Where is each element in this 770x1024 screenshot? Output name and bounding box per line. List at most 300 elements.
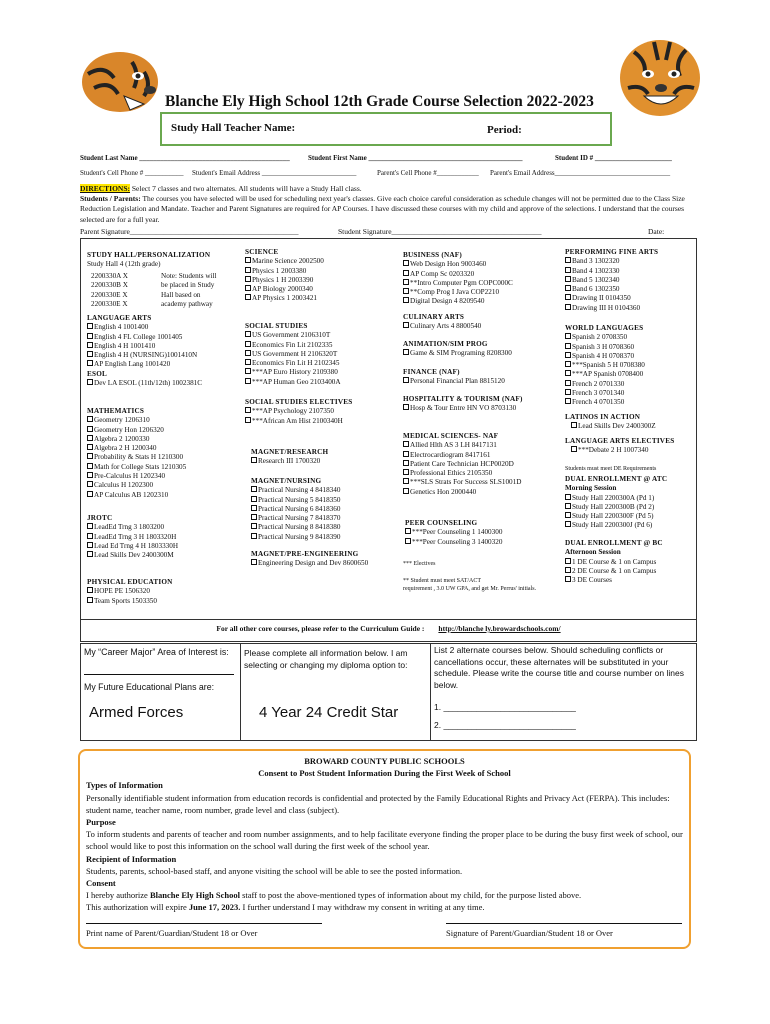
consent-text-part: I hereby authorize (86, 890, 150, 901)
checkbox[interactable] (87, 379, 93, 385)
course-label: US Government H 2106320T (252, 349, 338, 358)
checkbox[interactable] (565, 380, 571, 386)
course-item[interactable] (87, 360, 202, 369)
date-label: Date: (648, 227, 665, 236)
course-label: US Government 2106310T (252, 331, 331, 340)
student-id-field[interactable]: Student ID # ______________________ (555, 154, 672, 162)
social-studies-heading: SOCIAL STUDIES (245, 322, 308, 330)
checkbox[interactable] (405, 538, 411, 544)
course-item[interactable] (245, 378, 341, 387)
course-item[interactable] (565, 567, 663, 576)
checkbox[interactable] (251, 457, 257, 463)
parent-cell-field[interactable]: Parent's Cell Phone #____________ (377, 169, 479, 177)
course-label: Genetics Hon 2000440 (410, 487, 477, 496)
course-label: LeadEd Trng 3 H 1803320H (94, 532, 177, 541)
course-item[interactable] (565, 380, 645, 389)
pe-heading: PHYSICAL EDUCATION (87, 578, 173, 586)
course-item[interactable] (245, 341, 341, 350)
note-line: academy pathway (161, 299, 213, 308)
course-label: Practical Nursing 7 8418370 (258, 514, 341, 523)
career-line (84, 674, 234, 675)
checkbox[interactable] (565, 352, 571, 358)
business-section (403, 251, 513, 307)
checkbox[interactable] (251, 533, 257, 539)
parent-signature-line[interactable]: Parent Signature_____________________________________________ (80, 227, 299, 236)
course-label: ***SLS Strats For Success SLS1001D (410, 478, 522, 487)
checkbox[interactable] (403, 478, 409, 484)
checkbox[interactable] (87, 533, 93, 539)
course-label: ***AP Human Geo 2103400A (252, 377, 341, 386)
course-item[interactable] (403, 349, 512, 358)
course-item[interactable] (565, 512, 667, 521)
checkbox[interactable] (565, 512, 571, 518)
course-item[interactable] (403, 460, 521, 469)
checkbox[interactable] (245, 417, 251, 423)
checkbox[interactable] (245, 285, 251, 291)
checkbox[interactable] (403, 349, 409, 355)
checkbox[interactable] (87, 551, 93, 557)
course-item[interactable] (565, 257, 658, 266)
course-item[interactable] (87, 542, 178, 551)
course-item[interactable] (245, 267, 324, 276)
course-item[interactable] (565, 333, 645, 342)
recipient-text: Students, parents, school-based staff, and anyone visiting the school will be able to see the posted information. (86, 865, 463, 876)
de-note: Students must meet DE Requirements (565, 466, 657, 472)
consent-box (78, 749, 691, 949)
consent-heading: Consent (86, 878, 116, 889)
study-hall-note (161, 272, 217, 309)
checkbox[interactable] (251, 523, 257, 529)
course-label: Practical Nursing 8 8418380 (258, 523, 341, 532)
course-label: French 4 0701350 (572, 398, 625, 407)
course-item[interactable] (565, 294, 658, 303)
print-name-label: Print name of Parent/Guardian/Student 18 or Over (86, 928, 258, 938)
checkbox[interactable] (565, 257, 571, 263)
course-label: ***AP Spanish 0708400 (572, 370, 644, 379)
checkbox[interactable] (403, 279, 409, 285)
career-input[interactable]: Armed Forces (89, 704, 184, 721)
course-label: ***Peer Counseling 1 1400300 (412, 528, 503, 537)
sat-note (403, 577, 536, 593)
course-label: Spanish 3 H 0708360 (572, 342, 635, 351)
course-label: ***Spanish 5 H 0708380 (572, 361, 645, 370)
medical-section (403, 432, 521, 497)
animation-heading: ANIMATION/SIM PROG (403, 340, 488, 348)
fine-arts-heading: PERFORMING FINE ARTS (565, 248, 659, 256)
course-item[interactable] (565, 304, 658, 313)
course-item[interactable] (87, 435, 186, 444)
course-item[interactable] (403, 404, 523, 413)
magnet-research-section (251, 448, 328, 467)
curriculum-reference (80, 620, 697, 642)
course-label: Practical Nursing 6 8418360 (258, 504, 341, 513)
animation-section (403, 340, 512, 359)
science-section (245, 248, 324, 304)
course-item[interactable] (565, 343, 645, 352)
checkbox[interactable] (403, 288, 409, 294)
course-label: ***AP Euro History 2109380 (252, 368, 338, 377)
study-hall-code: 2200330B X (91, 281, 128, 290)
checkbox[interactable] (87, 360, 93, 366)
jrotc-heading: JROTC (87, 514, 113, 522)
checkbox[interactable] (403, 469, 409, 475)
course-item[interactable] (565, 267, 658, 276)
course-label: Study Hall 2200300J (Pd 6) (572, 521, 653, 530)
course-item[interactable] (565, 276, 658, 285)
course-item[interactable] (251, 505, 340, 514)
checkbox[interactable] (87, 416, 93, 422)
course-item[interactable] (565, 503, 667, 512)
course-item[interactable] (245, 285, 324, 294)
pe-section (87, 578, 173, 606)
checkbox[interactable] (565, 333, 571, 339)
course-label: Study Hall 2200300A (Pd 1) (572, 493, 655, 502)
course-item[interactable] (87, 416, 186, 425)
course-item[interactable] (87, 481, 186, 490)
checkbox[interactable] (251, 514, 257, 520)
course-item[interactable] (251, 496, 340, 505)
course-item[interactable] (87, 472, 186, 481)
de-atc-sub: Morning Session (565, 484, 617, 493)
course-item[interactable] (245, 276, 324, 285)
course-label: Probability & Stats H 1210300 (94, 453, 184, 462)
la-electives-heading: LANGUAGE ARTS ELECTIVES (565, 437, 675, 445)
world-languages-section (565, 324, 645, 408)
course-item[interactable] (245, 417, 352, 426)
checkbox[interactable] (571, 446, 577, 452)
course-item[interactable] (87, 551, 178, 560)
course-item[interactable] (565, 494, 667, 503)
checkbox[interactable] (245, 359, 251, 365)
checkbox[interactable] (251, 559, 257, 565)
checkbox[interactable] (403, 270, 409, 276)
jrotc-section (87, 514, 178, 560)
checkbox[interactable] (245, 378, 251, 384)
course-item[interactable] (403, 270, 513, 279)
checkbox[interactable] (565, 304, 571, 310)
checkbox[interactable] (565, 343, 571, 349)
course-item[interactable] (87, 333, 202, 342)
course-item[interactable] (87, 597, 173, 606)
checkbox[interactable] (87, 444, 93, 450)
checkbox[interactable] (87, 587, 93, 593)
checkbox[interactable] (405, 528, 411, 534)
course-label: Practical Nursing 5 8418350 (258, 495, 341, 504)
course-label: ***Peer Counseling 3 1400320 (412, 537, 503, 546)
course-item[interactable] (245, 368, 341, 377)
teacher-period-box (160, 112, 612, 146)
course-item[interactable] (245, 257, 324, 266)
checkbox[interactable] (87, 453, 93, 459)
checkbox[interactable] (251, 486, 257, 492)
checkbox[interactable] (403, 297, 409, 303)
course-item[interactable] (245, 350, 341, 359)
course-item[interactable] (87, 444, 186, 453)
course-label: French 2 0701330 (572, 379, 625, 388)
course-item[interactable] (403, 260, 513, 269)
directions-text: Select 7 classes and two alternates. All students will have a Study Hall class. (130, 184, 362, 193)
course-item[interactable] (403, 441, 521, 450)
course-label: Hosp & Tour Entre HN VO 8703130 (410, 404, 517, 413)
course-item[interactable] (403, 451, 521, 460)
course-item[interactable] (403, 279, 513, 288)
course-item[interactable] (565, 398, 645, 407)
checkbox[interactable] (565, 558, 571, 564)
checkbox[interactable] (565, 267, 571, 273)
course-item[interactable] (245, 407, 352, 416)
checkbox[interactable] (565, 276, 571, 282)
student-email-field[interactable]: Student's Email Address ___________________________ (192, 169, 357, 177)
course-item[interactable] (87, 342, 202, 351)
checkbox[interactable] (87, 333, 93, 339)
de-bc-sub: Afternoon Session (565, 548, 621, 557)
checkbox[interactable] (87, 523, 93, 529)
note-line: Note: Students will (161, 272, 217, 280)
bottom-section (80, 643, 697, 741)
study-hall-code: 2200330E X (91, 290, 128, 299)
alternate-line-1[interactable]: 1. ____________________________ (434, 702, 576, 712)
course-label: Band 5 1302340 (572, 275, 620, 284)
purpose-text: To inform students and parents of teacher and room number assignments, and to help facilitate everyone finding the proper place to be during the busy first week of school, our school would like to post this information on the school wall during the first week of the school year. (86, 829, 683, 852)
course-item[interactable] (251, 486, 340, 495)
checkbox[interactable] (565, 576, 571, 582)
students-parents-label: Students / Parents: (80, 194, 141, 204)
checkbox[interactable] (565, 567, 571, 573)
checkbox[interactable] (245, 350, 251, 356)
course-item[interactable] (87, 426, 186, 435)
language-arts-section (87, 314, 202, 388)
course-label: Calculus H 1202300 (94, 481, 154, 490)
checkbox[interactable] (251, 496, 257, 502)
course-item[interactable] (251, 533, 340, 542)
course-item[interactable] (403, 322, 481, 331)
checkbox[interactable] (245, 276, 251, 282)
magnet-research-heading: MAGNET/RESEARCH (251, 448, 329, 456)
checkbox[interactable] (403, 488, 409, 494)
course-label: Marine Science 2002500 (252, 257, 324, 266)
checkbox[interactable] (87, 351, 93, 357)
course-item[interactable] (403, 377, 505, 386)
checkbox[interactable] (87, 472, 93, 478)
peer-counseling-section (405, 519, 502, 547)
course-label: Algebra 2 1200330 (94, 434, 150, 443)
course-label: Allied Hlth AS 3 LH 8417131 (410, 441, 497, 450)
directions-label: DIRECTIONS: (80, 184, 131, 193)
course-item[interactable] (87, 379, 202, 388)
course-item[interactable] (565, 370, 645, 379)
course-selection-grid (80, 238, 697, 620)
course-label: Physics 1 H 2003390 (252, 275, 314, 284)
course-item[interactable] (565, 446, 674, 455)
students-parents-text: The courses you have selected will be used for scheduling next year's classes. Give each choice careful consideration as schedule changes will not be permitted due to the Class Size Reduction Legislation and Mandate. Teacher and Parent Signatures are required for AP Courses. I have discussed these courses with my child and approve of the selections. I understand that the courses selected are for a full year. (80, 194, 685, 224)
checkbox[interactable] (565, 294, 571, 300)
course-label: Spanish 4 H 0708370 (572, 351, 635, 360)
course-item[interactable] (565, 558, 663, 567)
types-heading: Types of Information (86, 780, 163, 791)
checkbox[interactable] (565, 370, 571, 376)
signature-line[interactable] (446, 923, 682, 924)
checkbox[interactable] (571, 422, 577, 428)
course-item[interactable] (251, 514, 340, 523)
course-item[interactable] (251, 559, 368, 568)
checkbox[interactable] (565, 398, 571, 404)
course-item[interactable] (565, 422, 656, 431)
course-item[interactable] (87, 587, 173, 596)
course-label: Economics Fin Lit H 2102345 (252, 359, 340, 368)
course-label: Research III 1700320 (258, 457, 321, 466)
checkbox[interactable] (403, 441, 409, 447)
last-name-field[interactable]: Student Last Name ___________________________________________ (80, 154, 290, 162)
first-name-field[interactable]: Student First Name ____________________________________________ (308, 154, 523, 162)
checkbox[interactable] (403, 404, 409, 410)
course-label: Geometry Hon 1206320 (94, 425, 164, 434)
study-hall-code: 2200330E X (91, 299, 128, 308)
course-item[interactable] (87, 523, 178, 532)
math-section (87, 407, 186, 500)
culinary-heading: CULINARY ARTS (403, 313, 465, 321)
course-item[interactable] (403, 288, 513, 297)
checkbox[interactable] (565, 285, 571, 291)
course-item[interactable] (87, 351, 202, 360)
course-item[interactable] (403, 469, 521, 478)
checkbox[interactable] (403, 451, 409, 457)
course-label: Lead Skills Dev 2400300M (94, 551, 174, 560)
course-item[interactable] (565, 361, 645, 370)
course-label: Team Sports 1503350 (94, 596, 157, 605)
parent-email-field[interactable]: Parent's Email Address_________________________________ (490, 169, 671, 177)
alternate-line-2[interactable]: 2. ____________________________ (434, 720, 576, 730)
expire-text-part: This authorization will expire (86, 902, 189, 913)
checkbox[interactable] (403, 377, 409, 383)
course-label: Lead Skills Dev 2400300Z (578, 422, 656, 431)
checkbox[interactable] (565, 389, 571, 395)
course-item[interactable] (251, 457, 328, 466)
study-hall-codes (91, 272, 128, 309)
course-label: Algebra 2 H 1200340 (94, 444, 157, 453)
tiger-mascot-right-icon (614, 32, 710, 120)
checkbox[interactable] (565, 503, 571, 509)
ss-electives-heading: SOCIAL STUDIES ELECTIVES (245, 398, 353, 406)
consent-title: Consent to Post Student Information During the First Week of School (258, 768, 511, 779)
student-cell-field[interactable]: Student's Cell Phone # ___________ (80, 169, 184, 177)
checkbox[interactable] (565, 494, 571, 500)
course-label: 2 DE Course & 1 on Campus (572, 566, 657, 575)
checkbox[interactable] (87, 597, 93, 603)
checkbox[interactable] (403, 260, 409, 266)
course-item[interactable] (565, 521, 667, 530)
course-label: Drawing III H 0104360 (572, 303, 641, 312)
course-item[interactable] (565, 285, 658, 294)
print-name-line[interactable] (86, 923, 322, 924)
course-label: **Comp Prog I Java COP2210 (410, 288, 500, 297)
checkbox[interactable] (403, 460, 409, 466)
course-item[interactable] (87, 491, 186, 500)
checkbox[interactable] (87, 342, 93, 348)
study-hall-sub: Study Hall 4 (12th grade) (87, 260, 161, 269)
diploma-input[interactable]: 4 Year 24 Credit Star (259, 704, 399, 721)
course-item[interactable] (565, 352, 645, 361)
course-label: Band 6 1302350 (572, 285, 620, 294)
course-item[interactable] (565, 389, 645, 398)
language-arts-heading: LANGUAGE ARTS (87, 314, 152, 322)
pre-engineering-heading: MAGNET/PRE-ENGINEERING (251, 550, 359, 558)
checkbox[interactable] (87, 463, 93, 469)
checkbox[interactable] (245, 331, 251, 337)
checkbox[interactable] (245, 257, 251, 263)
note-line: ** Student must meet SAT/ACT (403, 578, 481, 584)
plans-label: My Future Educational Plans are: (84, 682, 215, 692)
course-label: Dev LA ESOL (11th/12th) 1002381C (94, 379, 203, 388)
checkbox[interactable] (87, 491, 93, 497)
course-label: Drawing II 0104350 (572, 294, 631, 303)
course-item[interactable] (87, 533, 178, 542)
course-item[interactable] (245, 359, 341, 368)
course-item[interactable] (405, 528, 502, 537)
diploma-note: Please complete all information below. I am selecting or changing my diploma option to: (244, 648, 408, 670)
purpose-heading: Purpose (86, 817, 116, 828)
course-label: Study Hall 2200300B (Pd 2) (572, 502, 655, 511)
checkbox[interactable] (245, 267, 251, 273)
course-item[interactable] (87, 453, 186, 462)
course-item[interactable] (403, 478, 521, 487)
course-label: Electrocardiogram 8417161 (410, 450, 491, 459)
study-hall-heading: STUDY HALL/PERSONALIZATION (87, 251, 211, 259)
course-label: AP Comp Sc 0203320 (410, 269, 475, 278)
math-heading: MATHEMATICS (87, 407, 145, 415)
course-item[interactable] (405, 538, 502, 547)
course-item[interactable] (245, 331, 341, 340)
de-atc-section (565, 475, 667, 531)
world-languages-heading: WORLD LANGUAGES (565, 324, 644, 332)
course-item[interactable] (251, 523, 340, 532)
course-label: Web Design Hon 9003460 (410, 260, 487, 269)
course-item[interactable] (403, 297, 513, 306)
checkbox[interactable] (403, 322, 409, 328)
course-item[interactable] (565, 576, 663, 585)
checkbox[interactable] (87, 435, 93, 441)
checkbox[interactable] (87, 323, 93, 329)
course-item[interactable] (245, 294, 324, 303)
checkbox[interactable] (245, 294, 251, 300)
course-label: Practical Nursing 4 8418340 (258, 486, 341, 495)
checkbox[interactable] (87, 426, 93, 432)
note-line: requirement , 3.0 UW GPA, and get Mr. Perrus' initials. (403, 586, 537, 592)
course-label: Personal Financial Plan 8815120 (410, 377, 505, 386)
course-label: Digital Design 4 8209540 (410, 297, 485, 306)
checkbox[interactable] (245, 341, 251, 347)
checkbox[interactable] (565, 361, 571, 367)
checkbox[interactable] (251, 505, 257, 511)
student-signature-line[interactable]: Student Signature________________________________________ (338, 227, 542, 236)
checkbox[interactable] (565, 521, 571, 527)
checkbox[interactable] (87, 481, 93, 487)
course-label: ***African Am Hist 2100340H (252, 416, 343, 425)
checkbox[interactable] (245, 368, 251, 374)
checkbox[interactable] (245, 407, 251, 413)
curriculum-link[interactable]: http://blanche ly.browardschools.com/ (438, 624, 561, 633)
course-item[interactable] (403, 488, 521, 497)
de-atc-heading: DUAL ENROLLMENT @ ATC (565, 475, 668, 483)
hospitality-section (403, 395, 523, 414)
checkbox[interactable] (87, 542, 93, 548)
course-label: AP English Lang 1001420 (94, 360, 171, 369)
finance-heading: FINANCE (NAF) (403, 368, 460, 376)
course-item[interactable] (87, 463, 186, 472)
course-label: English 4 FL College 1001405 (94, 332, 183, 341)
consent-org: BROWARD COUNTY PUBLIC SCHOOLS (304, 756, 465, 766)
course-item[interactable] (87, 323, 202, 332)
esol-heading: ESOL (87, 369, 107, 378)
